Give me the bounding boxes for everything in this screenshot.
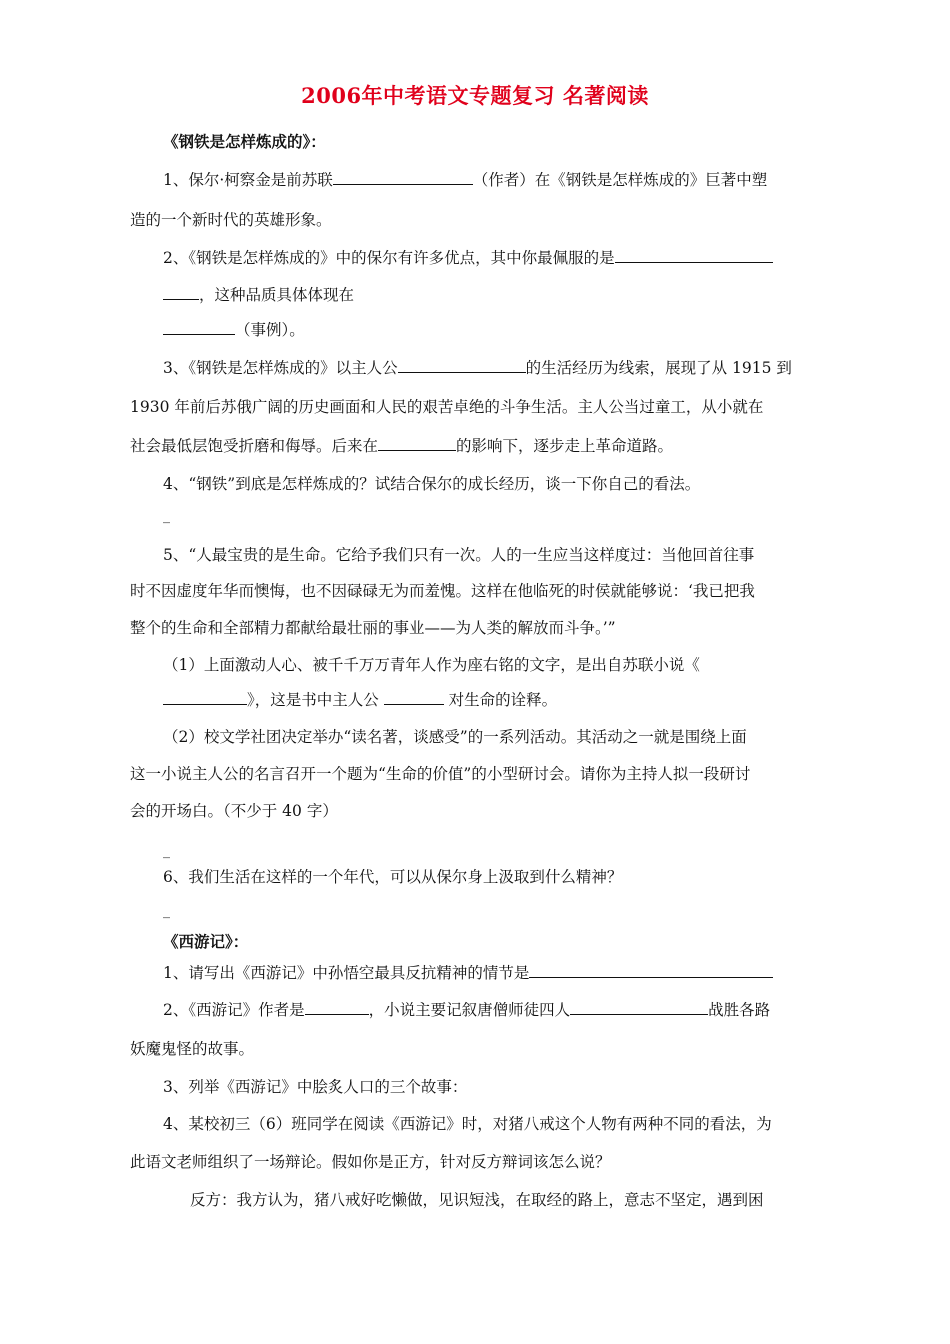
gt-q1-line2: 造的一个新时代的英雄形象。 (130, 211, 332, 229)
answer-line-mark[interactable]: _ (163, 843, 170, 859)
xy-q1-text: 1、请写出《西游记》中孙悟空最具反抗精神的情节是 (163, 964, 530, 982)
gt-q4: 4、“钢铁”到底是怎样炼成的？试结合保尔的成长经历，谈一下你自己的看法。 (163, 475, 701, 493)
gt-q5-line2: 时不因虚度年华而懊悔，也不因碌碌无为而羞愧。这样在他临死的时侯就能够说：‘我已把我 (130, 582, 755, 600)
xy-q2-line2: 妖魔鬼怪的故事。 (130, 1040, 255, 1058)
answer-blank[interactable] (305, 1000, 369, 1015)
gt-q5-1-text-b: 》，这是书中主人公 (247, 691, 379, 709)
answer-line-mark[interactable]: _ (163, 903, 170, 919)
answer-blank[interactable] (615, 248, 773, 263)
gt-q6: 6、我们生活在这样的一个年代，可以从保尔身上汲取到什么精神？ (163, 868, 623, 886)
gt-q3-line2: 1930 年前后苏俄广阔的历史画面和人民的艰苦卓绝的斗争生活。主人公当过童工，从小就在 (130, 398, 764, 416)
answer-blank[interactable] (384, 690, 444, 705)
page-title: 2006年中考语文专题复习 名著阅读 (301, 83, 649, 108)
xy-q2-text-a: 2、《西游记》作者是 (163, 1001, 305, 1019)
gt-q5-line1: 5、“人最宝贵的是生命。它给予我们只有一次。人的一生应当这样度过：当他回首往事 (163, 546, 755, 564)
answer-blank[interactable] (333, 170, 473, 185)
xy-q1 (163, 963, 773, 983)
gt-q3-line1 (163, 358, 792, 378)
section-heading-xiyouji: 《西游记》： (163, 932, 249, 951)
gt-q2-text-c: （事例）。 (235, 321, 305, 339)
answer-line-mark[interactable]: _ (163, 508, 170, 524)
xy-q2-text-b: ，小说主要记叙唐僧师徒四人 (368, 1001, 571, 1019)
gt-q5-line3: 整个的生命和全部精力都献给最壮丽的事业——为人类的解放而斗争。’” (130, 619, 616, 637)
answer-blank[interactable] (398, 358, 526, 373)
xy-q3: 3、列举《西游记》中脍炙人口的三个故事： (163, 1078, 468, 1096)
gt-q2-line1 (163, 248, 773, 268)
gt-q3-line3 (130, 436, 673, 456)
gt-q2-text-b: ，这种品质具体体现在 (199, 286, 355, 304)
gt-q3-text-e: 的影响下，逐步走上革命道路。 (456, 437, 674, 455)
gt-q5-1-line1: （1）上面激动人心、被千千万万青年人作为座右铭的文字，是出自苏联小说《 (163, 656, 700, 674)
gt-q1-text-b: （作者）在《钢铁是怎样炼成的》巨著中塑 (472, 171, 768, 189)
gt-q2-text-a: 2、《钢铁是怎样炼成的》中的保尔有许多优点，其中你最佩服的是 (163, 249, 615, 267)
answer-blank[interactable] (529, 963, 773, 978)
section-heading-gangtie: 《钢铁是怎样炼成的》： (163, 132, 326, 151)
gt-q5-1-text-c: 对生命的诠释。 (448, 691, 558, 709)
xy-q4-line1: 4、某校初三（6）班同学在阅读《西游记》时，对猪八戒这个人物有两种不同的看法，为 (163, 1115, 772, 1133)
gt-q5-2-line1: （2）校文学社团决定举办“读名著，谈感受”的一系列活动。其活动之一就是围绕上面 (163, 728, 747, 746)
answer-blank[interactable] (163, 285, 199, 300)
gt-q2-line2 (163, 285, 354, 305)
answer-blank[interactable] (163, 320, 235, 335)
gt-q5-1-line2 (163, 690, 557, 710)
gt-q1-line1 (163, 170, 767, 190)
answer-blank[interactable] (163, 690, 247, 705)
gt-q3-text-a: 3、《钢铁是怎样炼成的》以主人公 (163, 359, 398, 377)
xy-q2-text-c: 战胜各路 (708, 1001, 771, 1019)
gt-q2-line3 (163, 320, 305, 340)
xy-q4-line2: 此语文老师组织了一场辩论。假如你是正方，针对反方辩词该怎么说？ (130, 1153, 611, 1171)
gt-q5-2-line3: 会的开场白。（不少于 40 字） (130, 802, 338, 820)
gt-q3-text-b: 的生活经历为线索，展现了从 1915 到 (525, 359, 792, 377)
answer-blank[interactable] (378, 436, 456, 451)
gt-q1-text-a: 1、保尔·柯察金是前苏联 (163, 171, 333, 189)
gt-q3-text-d: 社会最低层饱受折磨和侮辱。后来在 (130, 437, 379, 455)
xy-q4-line3: 反方：我方认为，猪八戒好吃懒做，见识短浅，在取经的路上，意志不坚定，遇到困 (190, 1191, 764, 1209)
xy-q2-line1 (163, 1000, 770, 1020)
answer-blank[interactable] (570, 1000, 708, 1015)
gt-q5-2-line2: 这一小说主人公的名言召开一个题为“生命的价值”的小型研讨会。请你为主持人拟一段研讨 (130, 765, 751, 783)
